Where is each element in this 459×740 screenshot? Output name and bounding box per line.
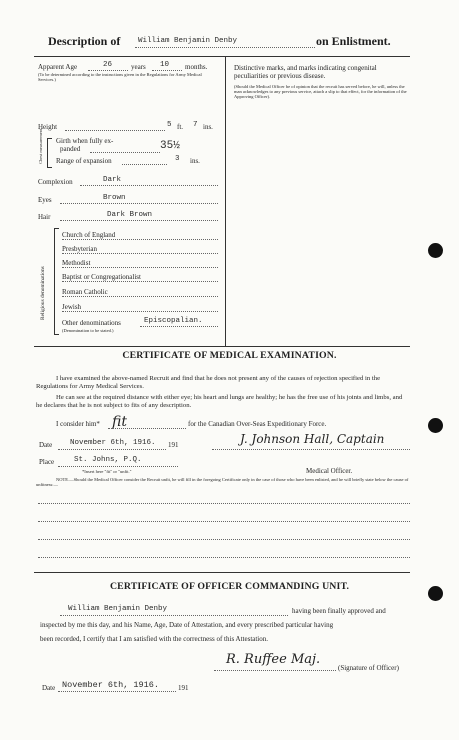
height-ft: 5 xyxy=(167,121,172,129)
distinctive-marks-note: (Should the Medical Officer be of opinion that the recruit has served before, he will, unless the man acknowledges to any previous service, attach a slip to that effect, for the information of the Approving Officer). xyxy=(234,84,407,99)
punch-hole-middle xyxy=(428,418,443,433)
complexion-value: Dark xyxy=(103,176,122,184)
chest-label: Chest measurement xyxy=(38,128,43,164)
fit-value: fit xyxy=(112,414,127,430)
hair-label: Hair xyxy=(38,213,51,221)
medical-place: St. Johns, P.Q. xyxy=(74,456,142,464)
complexion-label: Complexion xyxy=(38,178,73,186)
medical-officer-signature: J. Johnson Hall, Captain xyxy=(240,432,385,446)
age-years: 26 xyxy=(103,61,113,69)
signature-of-officer-label: (Signature of Officer) xyxy=(338,664,399,672)
commanding-officer-signature: R. Ruffee Maj. xyxy=(226,652,321,667)
eyes-label: Eyes xyxy=(38,196,52,204)
medical-certificate-title: CERTIFICATE OF MEDICAL EXAMINATION. xyxy=(122,350,337,361)
commanding-date: November 6th, 1916. xyxy=(62,680,159,690)
religious-label: Religious denominations xyxy=(40,266,46,320)
title-prefix: Description of xyxy=(48,34,121,48)
apparent-age-label: Apparent Age xyxy=(38,63,78,71)
height-label: Height xyxy=(38,123,58,131)
medical-paragraph-2: He can see at the required distance with either eye; his heart and lungs are healthy; he has the free use of his joints and limbs, and he declares that he is not subject to fits of any description. xyxy=(36,394,403,409)
age-months: 10 xyxy=(160,61,170,69)
commanding-certificate-title: CERTIFICATE OF OFFICER COMMANDING UNIT. xyxy=(109,581,350,592)
distinctive-marks-title: Distinctive marks, and marks indicating congenital peculiarities or previous disease. xyxy=(234,64,377,80)
medical-date: November 6th, 1916. xyxy=(70,439,156,447)
commanding-recruit-name: William Benjamin Denby xyxy=(68,605,168,613)
other-denomination-value: Episcopalian. xyxy=(144,317,203,325)
hair-value: Dark Brown xyxy=(107,211,153,219)
eyes-value: Brown xyxy=(103,194,126,202)
recruit-name: William Benjamin Denby xyxy=(138,37,238,45)
medical-paragraph-1: I have examined the above-named Recruit and find that he does not present any of the causes of rejection specified in the Regulations for Army Medical Services. xyxy=(36,375,381,390)
girth-value: 35½ xyxy=(160,140,180,152)
age-note: (To be determined according to the instructions given in the Regulations for Army Medical Services.) xyxy=(38,72,202,82)
medical-note: NOTE.—Should the Medical Officer consider the Recruit unfit, he will fill in the foregoing Certificate only in the case of those who have been enlisted, and he will briefly state below the cause of unfitness:— xyxy=(36,477,409,487)
attestation-page: Description of William Benjamin Denby on Enlistment. Apparent Age 26 years 10 months. (To be determined according to the instructions given in the Regulations for Army Medical Services.) Height 5 ft. 7 ins. Chest measurement Girth when fully ex- panded 35½ Range of expansion 3 ins. Complexion Dark Eyes Brown Hair Dark Brown Religious denominations Church of England Presbyterian Methodist Baptist or Congregationalist Roman Catholic Jewish Other denominations Episcopalian. (Denomination to be stated.) Distinctive marks, and marks indicating congenital peculiarities or previous disease. (Should the Medical Officer be of opinion that the recruit has served before, he will, unless the man acknowledges to any previous service, attach a slip to that effect, for the information of the Approving Officer). CERTIFICATE OF MEDICAL EXAMINATION. I have examined the above-named Recruit and find that he does not present any of the causes of rejection specified in the Regulations for Army Medical Services. He can see at the required distance with either eye; his heart and lungs are healthy; he has the free use of his joints and limbs, and he declares that he is not subject to fits of any description. I consider him* fit for the Canadian Over-Seas Expeditionary Force. Date November 6th, 1916. 191 J. Johnson Hall, Captain Place St. Johns, P.Q. Medical Officer. *Insert here "fit" or "unfit." NOTE.—Should the Medical Officer consider the Recruit unfit, he will fill in the foregoing Certificate only in the case of those who have been enlisted, and he will briefly state below the cause of unfitness:— CERTIFICATE OF OFFICER COMMANDING UNIT. William Benjamin Denby having been finally approved and inspected by me this day, and his Name, Age, Date of Attestation, and every prescribed particular having been recorded, I certify that I am satisfied with the correctness of this Attestation. R. Ruffee Maj. (Signature of Officer) Date November 6th, 1916. 191 xyxy=(0,0,459,740)
medical-officer-label: Medical Officer. xyxy=(306,467,353,475)
title-suffix: on Enlistment. xyxy=(316,34,391,48)
height-in: 7 xyxy=(193,121,198,129)
expansion-value: 3 xyxy=(175,155,180,163)
punch-hole-top xyxy=(428,243,443,258)
